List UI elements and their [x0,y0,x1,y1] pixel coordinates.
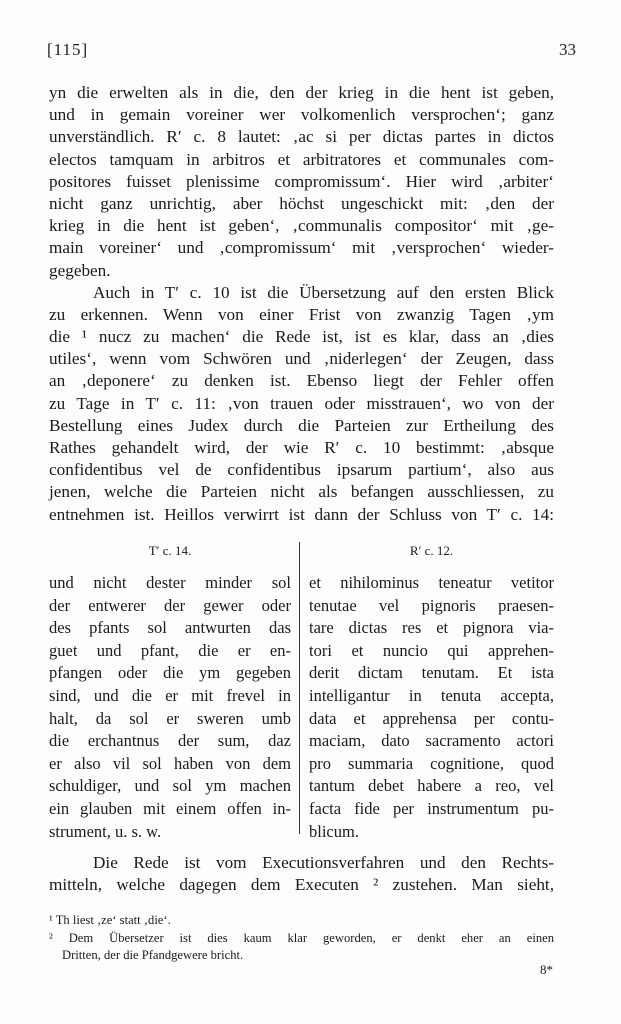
column-line: tenutae vel pignoris praesen- [309,595,554,615]
right-column-heading: R′ c. 12. [409,543,454,558]
text-line: Bestellung eines Judex durch die Parteien zur Ertheilung des [49,415,554,435]
column-line: schuldiger, und sol ym machen [49,776,291,796]
text-line: jenen, welche die Parteien nicht als befangen ausschliessen, zu [49,482,554,502]
column-line: des pfants sol antwurten das [49,618,291,638]
text-line: an ‚deponere‘ zu denken ist. Ebenso liegt der Fehler offen [49,371,554,391]
page-header [47,40,576,64]
column-line: tare dictas res et pignora via- [309,618,554,638]
text-line: unverständlich. R′ c. 8 lautet: ‚ac si per dictas partes in dictos [49,127,554,147]
text-line: electos tamquam in arbitros et arbitratores et communales com- [49,149,554,169]
footnote: ¹ Th liest ‚ze‘ statt ‚die‘. [49,913,171,927]
text-line: die ¹ nucz zu machen‘ die Rede ist, ist es klar, dass an ‚dies [49,327,554,347]
column-divider [299,542,300,834]
column-line: maciam, dato sacramento actori [309,731,554,751]
column-line: blicum. [309,821,359,841]
column-line: data et apprehensa per contu- [309,708,554,728]
column-line: ein glauben mit einem offen in- [49,798,291,818]
column-line: die erchantnus der sum, daz [49,731,291,751]
page-number: 33 [559,40,576,59]
left-column [49,542,291,843]
text-line: utiles‘, wenn vom Schwören und ‚niderlegen‘ der Zeugen, dass [49,349,554,369]
column-line: tantum debet habere a reo, vel [309,776,554,796]
right-column [309,542,554,843]
column-line: sind, und die er mit frevel in [49,685,291,705]
text-line: zu Tage in T′ c. 11: ‚von trauen oder misstrauen‘, wo von der [49,393,554,413]
text-line: Die Rede ist vom Executionsverfahren und den Rechts- [93,853,554,872]
text-line: Auch in T′ c. 10 ist die Übersetzung auf den ersten Blick [93,282,554,302]
column-line: und nicht dester minder sol [49,573,291,592]
left-column-heading: T′ c. 14. [148,543,192,558]
column-line: facta fide per instrumentum pu- [309,798,554,818]
signature-mark: 8* [540,962,553,977]
page-label: [115] [47,40,89,59]
column-line: et nihilominus teneatur vetitor [309,573,554,592]
text-line: main voreiner‘ und ‚compromissum‘ mit ‚versprochen‘ wieder- [49,238,554,258]
text-line: entnehmen ist. Heillos verwirrt ist dann der Schluss von T′ c. 14: [49,504,554,524]
footnote: Dritten, der die Pfandgewere bricht. [62,948,244,962]
closing-paragraph [49,852,554,896]
column-line: tori et nuncio qui apprehen- [309,640,554,660]
text-line: nicht ganz unrichtig, aber höchst ungeschickt mit: ‚den der [49,193,554,213]
footnotes [49,912,554,965]
text-line: mitteln, welche dagegen dem Executen ² zustehen. Man sieht, [49,875,554,895]
column-line: guet und pfant, die er en- [49,640,291,660]
text-line: Rathes gehandelt wird, der wie R′ c. 10 bestimmt: ‚absque [49,438,554,457]
column-line: er also vil sol haben von dem [49,753,291,773]
text-line: gegeben. [49,260,111,280]
main-text [49,82,554,526]
text-line: confidentibus vel de confidentibus ipsarum partium‘, also aus [49,460,554,480]
text-line: yn die erwelten als in die, den der krieg in die hent ist geben, [49,83,554,102]
column-line: der entwerer der gewer oder [49,595,291,615]
text-line: krieg in die hent ist geben‘, ‚communalis compositor‘ mit ‚ge- [49,216,554,236]
text-line: positores fuisset plenissime compromissum‘. Hier wird ‚arbiter‘ [49,171,554,191]
column-line: intelligantur in tenuta accepta, [309,685,554,705]
column-line: halt, da sol er sweren umb [49,708,291,728]
footnote: ² Dem Übersetzer ist dies kaum klar geworden, er denkt eher an einen [49,930,554,945]
text-line: zu erkennen. Wenn von einer Frist von zwanzig Tagen ‚ym [49,304,554,324]
column-line: pro summaria cognitione, quod [309,753,554,773]
column-line: strument, u. s. w. [49,821,162,841]
column-line: derit dictam tenutam. Et ista [309,663,554,683]
text-line: und in gemain voreiner wer volkomenlich versprochen‘; ganz [49,105,554,125]
parallel-columns [49,542,554,842]
column-line: pfangen oder die ym gegeben [49,663,291,683]
